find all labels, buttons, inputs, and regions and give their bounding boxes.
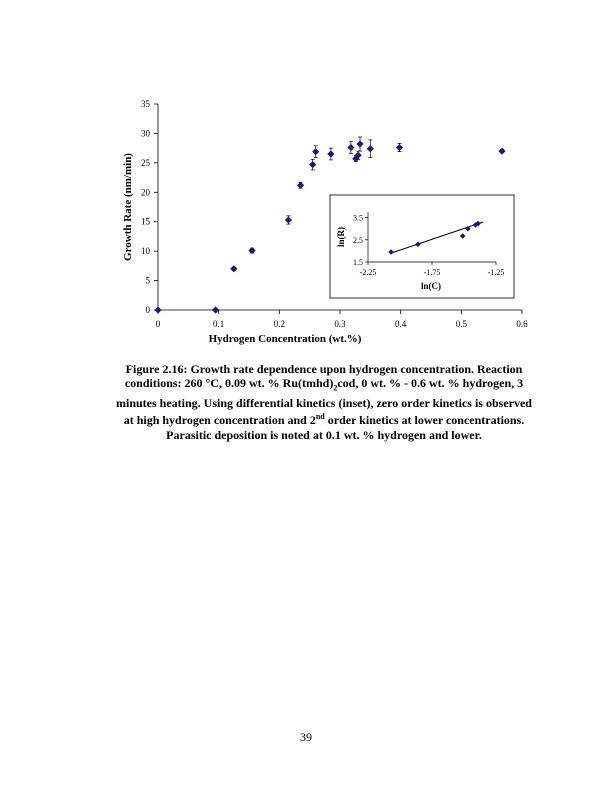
inset-chart [330, 195, 514, 298]
main-x-tick-label: 0.6 [516, 319, 528, 329]
inset-y-tick-label: 1.5 [353, 258, 363, 267]
main-data-point [309, 161, 316, 168]
inset-x-tick-label: -2.25 [359, 268, 377, 277]
inset-y-tick-label: 2.5 [353, 235, 363, 245]
caption-text-lead: Figure 2.16: Growth rate dependence upon hydrogen concentration. Reaction conditions: 260 °C, 0.09 wt. % Ru(tmhd) [124, 362, 523, 391]
page-number: 39 [300, 730, 312, 744]
main-y-tick-label: 35 [141, 99, 150, 109]
inset-x-tick-label: -1.75 [423, 268, 441, 277]
main-y-tick-label: 5 [145, 275, 150, 286]
main-y-tick-label: 30 [141, 128, 150, 139]
main-x-tick-label: 0.4 [395, 319, 407, 329]
inset-y-axis-label: ln(R) [336, 227, 346, 247]
figure-caption [112, 362, 536, 442]
inset-x-tick-label: -1.25 [487, 268, 505, 277]
main-data-point [312, 148, 319, 155]
main-data-point [367, 145, 374, 152]
main-x-tick-label: 0.1 [213, 319, 225, 329]
inset-x-axis-label: ln(C) [421, 281, 441, 291]
inset-y-tick-label: 3.5 [353, 213, 363, 223]
main-data-point [327, 150, 334, 157]
main-data-point [396, 144, 403, 151]
main-y-axis-label: Growth Rate (nm/min) [122, 153, 134, 261]
main-y-tick-label: 20 [141, 187, 150, 198]
main-data-point [154, 306, 161, 313]
caption-superscript: nd [315, 412, 325, 422]
main-data-point [297, 182, 304, 189]
main-y-tick-label: 25 [141, 157, 150, 168]
main-data-point [356, 140, 363, 147]
main-data-point [212, 306, 219, 313]
main-x-axis-label: Hydrogen Concentration (wt.%) [208, 333, 362, 345]
main-y-tick-label: 10 [141, 246, 150, 257]
main-data-point [498, 147, 505, 154]
main-data-point [230, 265, 237, 272]
main-y-tick-label: 0 [145, 305, 150, 315]
caption-subscript: 2 [333, 383, 338, 393]
main-x-tick-label: 0.3 [334, 319, 346, 329]
main-x-tick-label: 0.5 [455, 319, 467, 329]
caption-text-mid: cod, 0 wt. % - 0.6 wt. % hydrogen, 3 minutes heating. Using differential kinetics (inset), zero order kinetics is observed at high hydrogen concentration and 2 [116, 376, 532, 428]
main-data-point [248, 247, 255, 254]
main-x-tick-label: 0.2 [273, 319, 285, 329]
main-x-tick-label: 0 [155, 319, 161, 329]
main-y-tick-label: 15 [141, 216, 150, 227]
main-data-point [347, 144, 354, 151]
main-data-point [285, 216, 292, 223]
caption-text-end: order kinetics at lower concentrations. Parasitic deposition is noted at 0.1 wt. % hydrogen and lower. [166, 413, 525, 442]
